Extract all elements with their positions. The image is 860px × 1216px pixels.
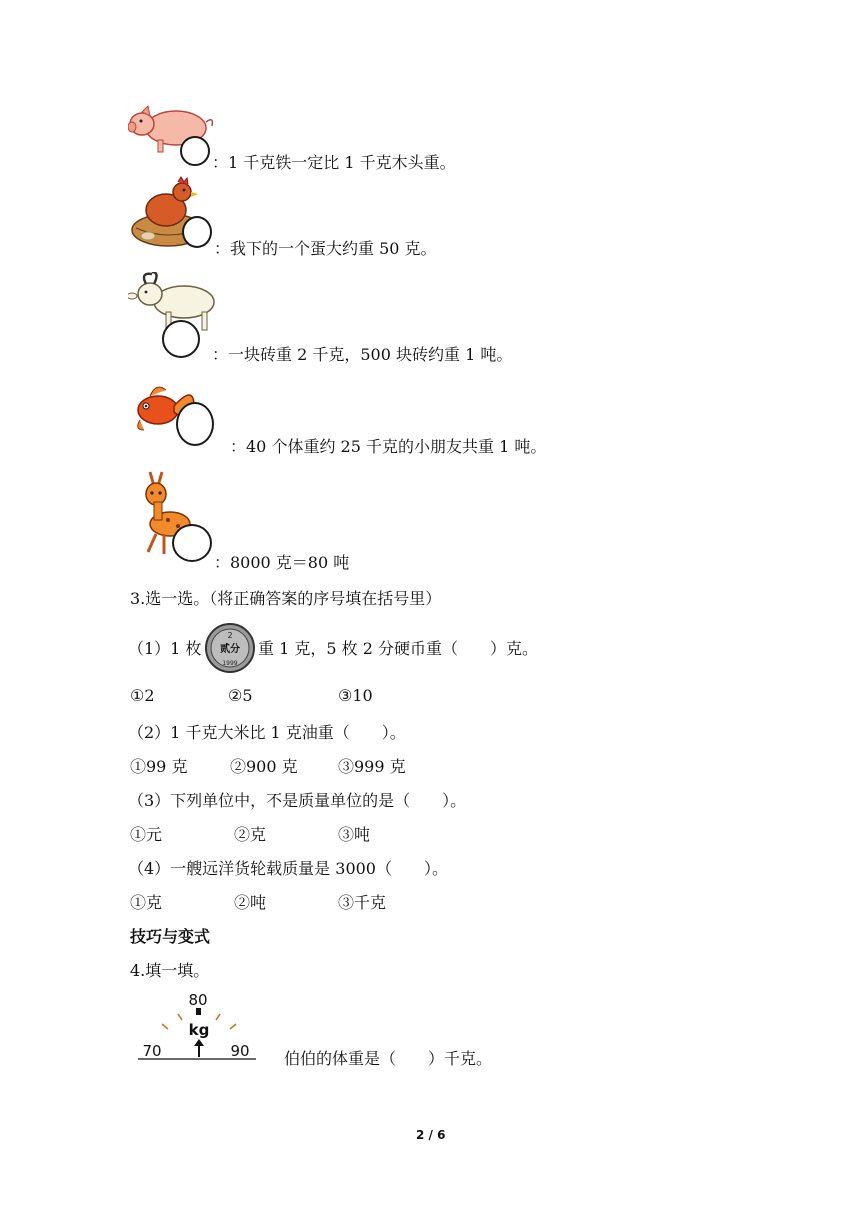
answer-circle[interactable] bbox=[176, 402, 214, 446]
option[interactable]: ②克 bbox=[234, 825, 267, 844]
option[interactable]: ③千克 bbox=[338, 893, 387, 912]
judge-statement: ：8000 克＝80 吨 bbox=[214, 553, 350, 572]
coin-bottom: 1999 bbox=[222, 660, 238, 667]
option[interactable]: ②900 克 bbox=[230, 757, 298, 776]
question-3-3: （3）下列单位中，不是质量单位的是（ ）。 bbox=[128, 791, 467, 810]
question-3-1 bbox=[128, 620, 688, 672]
section-heading: 技巧与变式 bbox=[130, 927, 211, 946]
option[interactable]: ②5 bbox=[228, 686, 253, 705]
judge-statement: ：40 个体重约 25 千克的小朋友共重 1 吨。 bbox=[230, 437, 547, 456]
dial-top-label: 80 bbox=[188, 991, 208, 1009]
option[interactable]: ③吨 bbox=[338, 825, 371, 844]
question-3-4: （4）一艘远洋货轮载质量是 3000（ ）。 bbox=[128, 859, 448, 878]
answer-circle[interactable] bbox=[172, 524, 212, 562]
option[interactable]: ①克 bbox=[130, 893, 163, 912]
option[interactable]: ①99 克 bbox=[130, 757, 188, 776]
section-4-title: 4.填一填。 bbox=[130, 961, 210, 980]
dial-left-label: 70 bbox=[142, 1042, 162, 1060]
page-number: 2 / 6 bbox=[416, 1128, 446, 1142]
question-4-text: 伯伯的体重是（ ）千克。 bbox=[284, 1049, 493, 1068]
options-3-1 bbox=[130, 686, 530, 706]
options-3-4 bbox=[130, 890, 530, 910]
judge-item-5 bbox=[128, 468, 548, 572]
coin-icon bbox=[204, 622, 256, 674]
dial-pointer-top bbox=[196, 1008, 201, 1015]
dial-right-label: 90 bbox=[230, 1042, 250, 1060]
option[interactable]: ②吨 bbox=[234, 893, 267, 912]
dial-unit-label: kg bbox=[188, 1021, 210, 1039]
judge-item-3 bbox=[128, 272, 548, 364]
section-3-title: 3.选一选。（将正确答案的序号填在括号里） bbox=[130, 589, 442, 608]
judge-item-2 bbox=[130, 176, 550, 260]
options-3-2 bbox=[130, 754, 530, 774]
judge-item-4 bbox=[130, 380, 550, 464]
judge-item-1 bbox=[128, 102, 548, 172]
judge-statement: ：一块砖重 2 千克，500 块砖约重 1 吨。 bbox=[212, 345, 513, 364]
question-suffix: 重 1 克，5 枚 2 分硬币重（ ）克。 bbox=[258, 639, 538, 658]
option[interactable]: ③10 bbox=[338, 686, 373, 705]
scale-dial bbox=[136, 990, 264, 1066]
question-prefix: （1）1 枚 bbox=[128, 639, 202, 658]
answer-circle[interactable] bbox=[182, 216, 212, 248]
coin-top: 2 bbox=[227, 631, 233, 640]
judge-statement: ：我下的一个蛋大约重 50 克。 bbox=[214, 239, 437, 258]
judge-statement: ：1 千克铁一定比 1 千克木头重。 bbox=[212, 153, 456, 172]
options-3-3 bbox=[130, 822, 530, 842]
coin-mid: 贰分 bbox=[220, 644, 240, 655]
question-3-2: （2）1 千克大米比 1 克油重（ ）。 bbox=[128, 723, 406, 742]
option[interactable]: ①2 bbox=[130, 686, 155, 705]
answer-circle[interactable] bbox=[162, 320, 200, 358]
option[interactable]: ③999 克 bbox=[338, 757, 406, 776]
answer-circle[interactable] bbox=[180, 136, 210, 166]
option[interactable]: ①元 bbox=[130, 825, 163, 844]
